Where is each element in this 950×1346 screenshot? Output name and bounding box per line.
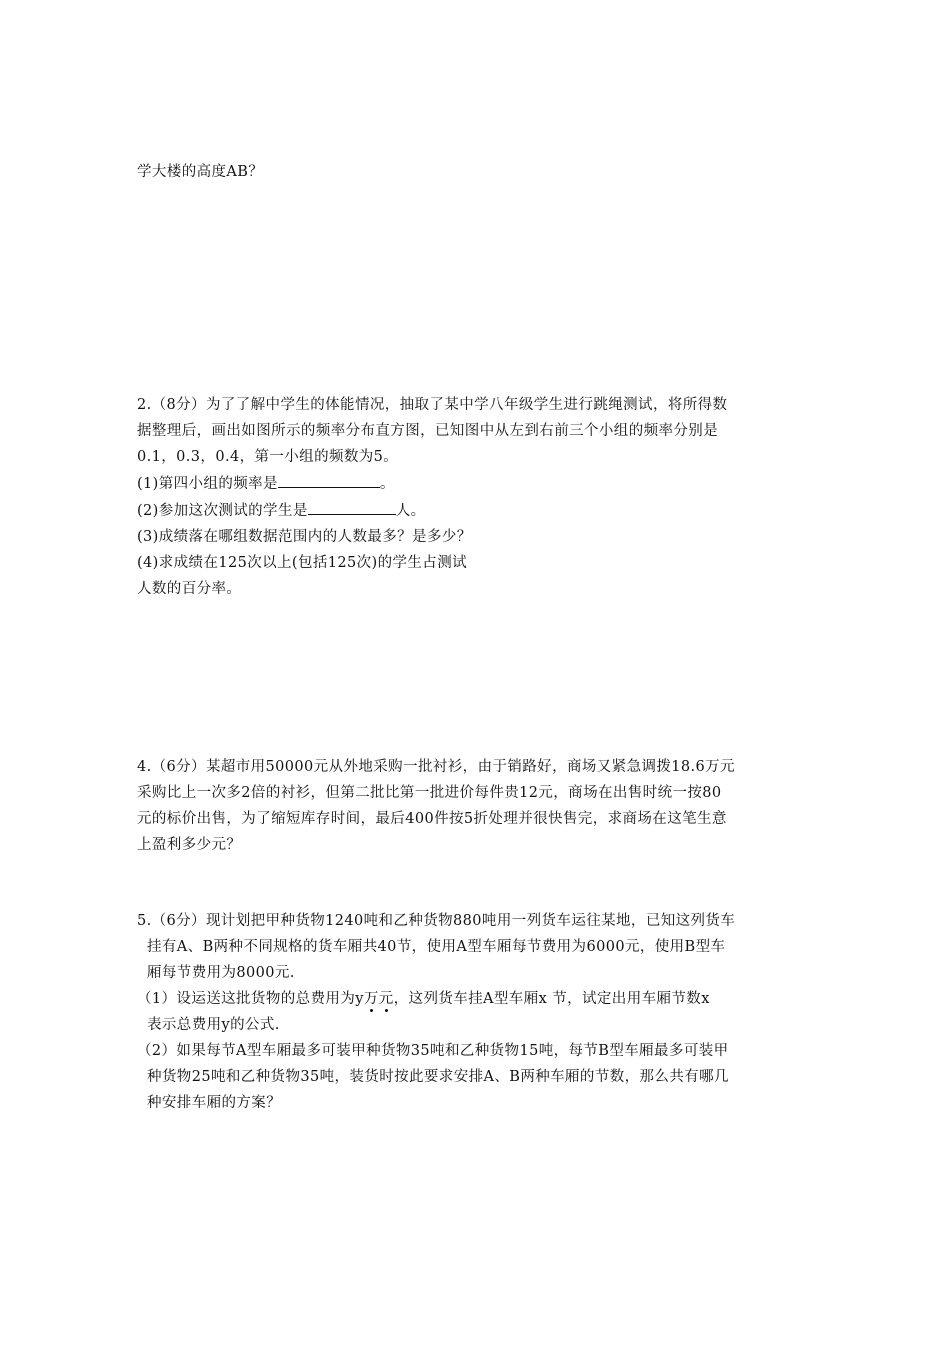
q4-line-2: 采购比上一次多2倍的衬衫，但第二批比第一批进价每件贵12元，商场在出售时统一按80	[137, 785, 722, 801]
q5-line-2: 挂有A、B两种不同规格的货车厢共40节，使用A型车厢每节费用为6000元，使用B型车	[147, 939, 726, 955]
q5-part-1-text-a: （1）设运送这批货物的总费用为y	[137, 991, 364, 1007]
q2-sub-1-end: 。	[379, 476, 395, 492]
q2-line-1: 2.（8分）为了了解中学生的体能情况，抽取了某中学八年级学生进行跳绳测试，将所得数	[137, 397, 728, 413]
q5-part-1-line-2: 表示总费用y的公式.	[147, 1017, 280, 1033]
q2-sub-1-text: (1)第四小组的频率是	[137, 476, 278, 492]
q4-line-1: 4.（6分）某超市用50000元从外地采购一批衬衫，由于销路好，商场又紧急调拨18.6万元	[137, 759, 735, 775]
q1-continuation: 学大楼的高度AB？	[137, 164, 264, 180]
q5-part-2-line-2: 种货物25吨和乙种货物35吨，装货时按此要求安排A、B两种车厢的节数，那么共有哪几	[147, 1069, 729, 1085]
answer-blank-2[interactable]	[308, 500, 396, 515]
q5-part-1-line-1	[137, 989, 710, 1009]
q5-part-2-line-1: （2）如果每节A型车厢最多可装甲种货物35吨和乙种货物15吨，每节B型车厢最多可装甲	[137, 1043, 729, 1059]
q2-sub-1	[137, 473, 727, 494]
q5-emphasis-yuan: 元	[378, 991, 394, 1007]
q2-sub-4-line-2: 人数的百分率。	[137, 581, 242, 597]
q2-sub-2-text: (2)参加这次测试的学生是	[137, 503, 308, 519]
q5-part-1-text-b: ，这列货车挂A型车厢x 节，试定出用车厢节数x	[393, 991, 710, 1007]
q4-line-4: 上盈利多少元？	[137, 837, 242, 853]
question-2	[137, 395, 727, 605]
q4-line-3: 元的标价出售，为了缩短库存时间，最后400件按5折处理并很快售完，求商场在这笔生意	[137, 811, 727, 827]
q2-sub-3: (3)成绩落在哪组数据范围内的人数最多？是多少？	[137, 529, 472, 545]
q2-sub-2-end: 人。	[395, 503, 426, 519]
q2-line-2: 据整理后，画出如图所示的频率分布直方图，已知图中从左到右前三个小组的频率分别是	[137, 423, 719, 439]
question-4	[137, 757, 735, 861]
q5-line-3: 厢每节费用为8000元.	[147, 965, 295, 981]
q2-sub-4-line-1: (4)求成绩在125次以上(包括125次)的学生占测试	[137, 555, 468, 571]
q5-line-1: 5.（6分）现计划把甲种货物1240吨和乙种货物880吨用一列货车运往某地，已知这列货车	[137, 913, 736, 929]
q2-sub-2	[137, 500, 727, 521]
answer-blank-1[interactable]	[278, 473, 380, 488]
q2-line-3: 0.1，0.3，0.4，第一小组的频数为5。	[137, 449, 399, 465]
q5-emphasis-wan: 万	[363, 991, 379, 1007]
q5-part-2-line-3: 种安排车厢的方案？	[147, 1095, 282, 1111]
